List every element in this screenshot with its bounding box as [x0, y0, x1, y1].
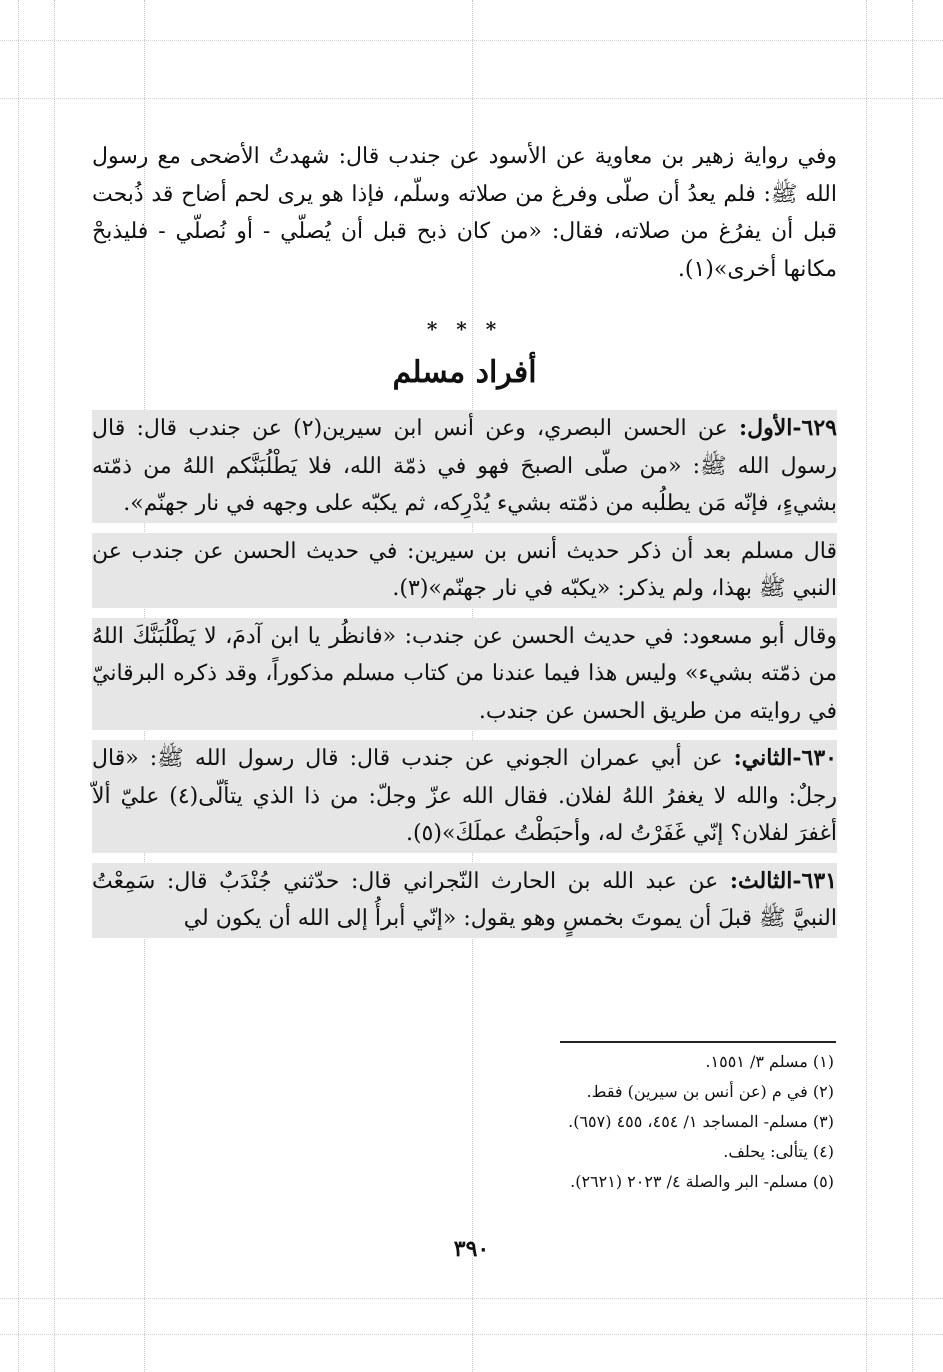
hadith-text: عن الحسن البصري، وعن أنس ابن سيرين(٢) عن جندب قال: قال رسول الله ﷺ: «من صلّى الصبحَ فهو في ذمّة الله، فلا يَطْلُبَنَّكم اللهُ من ذمّته بشيءٍ، فإنّه مَن يطلُبه من ذمّته بشيء يُدْرِكه، ثم يكبّه على وجهه في نار جهنّم».	[92, 416, 837, 516]
page-number: ٣٩٠	[453, 1236, 490, 1262]
section-separator: * * *	[426, 317, 503, 341]
footnotes	[360, 1047, 834, 1197]
hadith-number: ٦٢٩-الأول:	[739, 415, 837, 441]
footnote-3: (٣) مسلم- المساجد ١/ ٤٥٤، ٤٥٥ (٦٥٧).	[568, 1112, 834, 1131]
commentary-text: وقال أبو مسعود: في حديث الحسن عن جندب: «فانظُر يا ابن آدمَ، لا يَطْلُبَنَّكَ اللهُ من ذمّته بشيء» وليس هذا فيما عندنا من كتاب مسلم مذكوراً، وقد ذكره البرقانيّ في روايته من طريق الحسن عن جندب.	[92, 623, 837, 724]
commentary-muslim	[92, 533, 837, 608]
hadith-629	[92, 410, 837, 523]
commentary-text: قال مسلم بعد أن ذكر حديث أنس بن سيرين: في حديث الحسن عن جندب عن النبي ﷺ بهذا، ولم يذكر: «يكبّه في نار جهنّم»(٣).	[92, 538, 837, 601]
footnote-1: (١) مسلم ٣/ ١٥٥١.	[705, 1052, 834, 1071]
hadith-631	[92, 863, 837, 938]
scan-guide-line	[912, 0, 913, 1372]
scan-guide-line	[0, 1298, 943, 1299]
intro-paragraph: وفي رواية زهير بن معاوية عن الأسود عن جندب قال: شهدتُ الأضحى مع رسول الله ﷺ: فلم يعدُ أن صلّى وفرغ من صلاته وسلّم، فإذا هو يرى لحم أضاح قد ذُبحت قبل أن يفرُغ من صلاته، فقال: «من كان ذبح قبل أن يُصلّي - أو نُصلّي - فليذبحْ مكانها أخرى»(١).	[92, 144, 837, 282]
hadith-630	[92, 740, 837, 853]
hadith-number: ٦٣٠-الثاني:	[733, 745, 837, 771]
scan-guide-line	[18, 0, 19, 1372]
page-body	[92, 138, 837, 938]
footnote-4: (٤) يتألى: يحلف.	[723, 1142, 834, 1161]
scan-guide-line	[866, 0, 867, 1372]
hadith-text: عن عبد الله بن الحارث النّجراني قال: حدّثني جُنْدَبٌ قال: سَمِعْتُ النبيَّ ﷺ قبلَ أن يموتَ بخمسٍ وهو يقول: «إنّي أبرأُ إلى الله أن يكون لي	[92, 868, 837, 931]
scan-guide-line	[54, 0, 55, 1372]
scan-guide-line	[0, 40, 943, 41]
scan-guide-line	[0, 98, 943, 99]
scan-guide-line	[0, 1334, 943, 1335]
section-title: أفراد مسلم	[392, 355, 537, 390]
hadith-number: ٦٣١-الثالث:	[729, 867, 837, 894]
footnote-divider	[560, 1041, 836, 1043]
footnote-5: (٥) مسلم- البر والصلة ٤/ ٢٠٢٣ (٢٦٢١).	[570, 1172, 834, 1191]
footnote-2: (٢) في م (عن أنس بن سيرين) فقط.	[586, 1082, 834, 1101]
commentary-abu-masud	[92, 618, 837, 731]
hadith-text: عن أبي عمران الجوني عن جندب قال: قال رسول الله ﷺ: «قال رجلٌ: والله لا يغفرُ اللهُ لفلان. فقال الله عزّ وجلّ: من ذا الذي يتألّى(٤) عليّ ألاّ أغفرَ لفلان؟ إنّي غَفَرْتُ له، وأحبَطْتُ عملَكَ»(٥).	[92, 746, 837, 846]
